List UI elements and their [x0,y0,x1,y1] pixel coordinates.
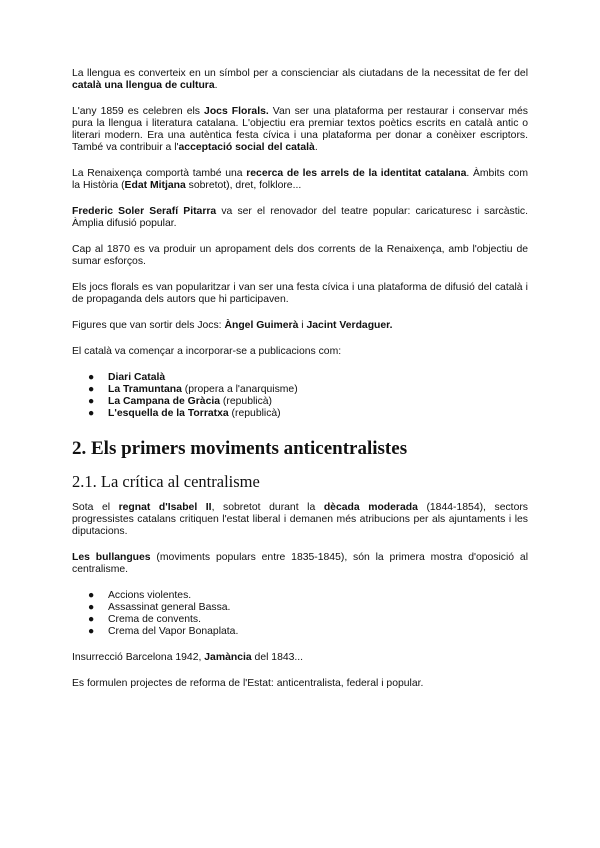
paragraph-jocs-florals: L'any 1859 es celebren els Jocs Florals. Van ser una plataforma per restaurar i conservar més pura la llengua i literatura catalana. L'objectiu era premiar textos poètics escrits en català antic o literari modern. Era una autèntica festa cívica i una plataforma per donar a conèixer escriptors. També va contribuir a l'acceptació social del català. [72,106,529,153]
list-item: ● Crema de convents. [88,614,201,625]
bullet-icon: ● [88,626,95,637]
paragraph-reforma: Es formulen projectes de reforma de l'Estat: anticentralista, federal i popular. [72,678,424,689]
paragraph-figures: Figures que van sortir dels Jocs: Àngel Guimerà i Jacint Verdaguer. [72,320,393,331]
list-item: ● La Campana de Gràcia (republicà) [88,396,273,407]
bullet-icon: ● [88,396,95,407]
paragraph-insurreccio: Insurrecció Barcelona 1942, Jamància del 1843... [72,652,304,663]
paragraph-catala-cultura: La llengua es converteix en un símbol per a conscienciar als ciutadans de la necessitat de fer del català una llengua de cultura. [72,68,528,91]
paragraph-bullangues: Les bullangues (moviments populars entre 1835-1845), són la primera mostra d'oposició al centralisme. [72,552,528,575]
list-item: ● La Tramuntana (propera a l'anarquisme) [88,384,298,395]
bullet-icon: ● [88,408,95,419]
paragraph-1870: Cap al 1870 es va produir un apropament dels dos corrents de la Renaixença, amb l'objectiu de sumar esforços. [72,244,528,267]
paragraph-renaixenca: La Renaixença comportà també una recerca de les arrels de la identitat catalana. Àmbits com la Història (Edat Mitjana sobretot), dret, folklore... [72,168,528,191]
list-item: ● Diari Català [88,372,166,383]
bullet-icon: ● [88,372,95,383]
list-item: ● L'esquella de la Torratxa (republicà) [88,408,281,419]
bullet-icon: ● [88,590,95,601]
paragraph-pitarra: Frederic Soler Serafí Pitarra va ser el renovador del teatre popular: caricaturesc i sarcàstic. Àmplia difusió popular. [72,206,529,229]
paragraph-publicacions: El català va començar a incorporar-se a publicacions com: [72,346,342,357]
subsection-heading: 2.1. La crítica al centralisme [72,472,260,491]
list-item: ● Assassinat general Bassa. [88,602,231,613]
paragraph-isabel-ii: Sota el regnat d'Isabel II, sobretot durant la dècada moderada (1844-1854), sectors progressistes catalans critiquen l'estat liberal i demanen més atribucions per als ajuntaments i les diputacions. [72,502,529,537]
list-item: ● Crema del Vapor Bonaplata. [88,626,239,637]
bullet-icon: ● [88,384,95,395]
document-page [72,68,528,704]
bullangues-list [72,590,528,638]
bullet-icon: ● [88,614,95,625]
section-heading: 2. Els primers moviments anticentralistes [72,438,408,459]
list-item: ● Accions violentes. [88,590,192,601]
publications-list [72,372,528,420]
bullet-icon: ● [88,602,95,613]
paragraph-jocs-popularitzar: Els jocs florals es van popularitzar i van ser una festa cívica i una plataforma de difusió del català i de propaganda dels autors que hi participaven. [72,282,528,305]
